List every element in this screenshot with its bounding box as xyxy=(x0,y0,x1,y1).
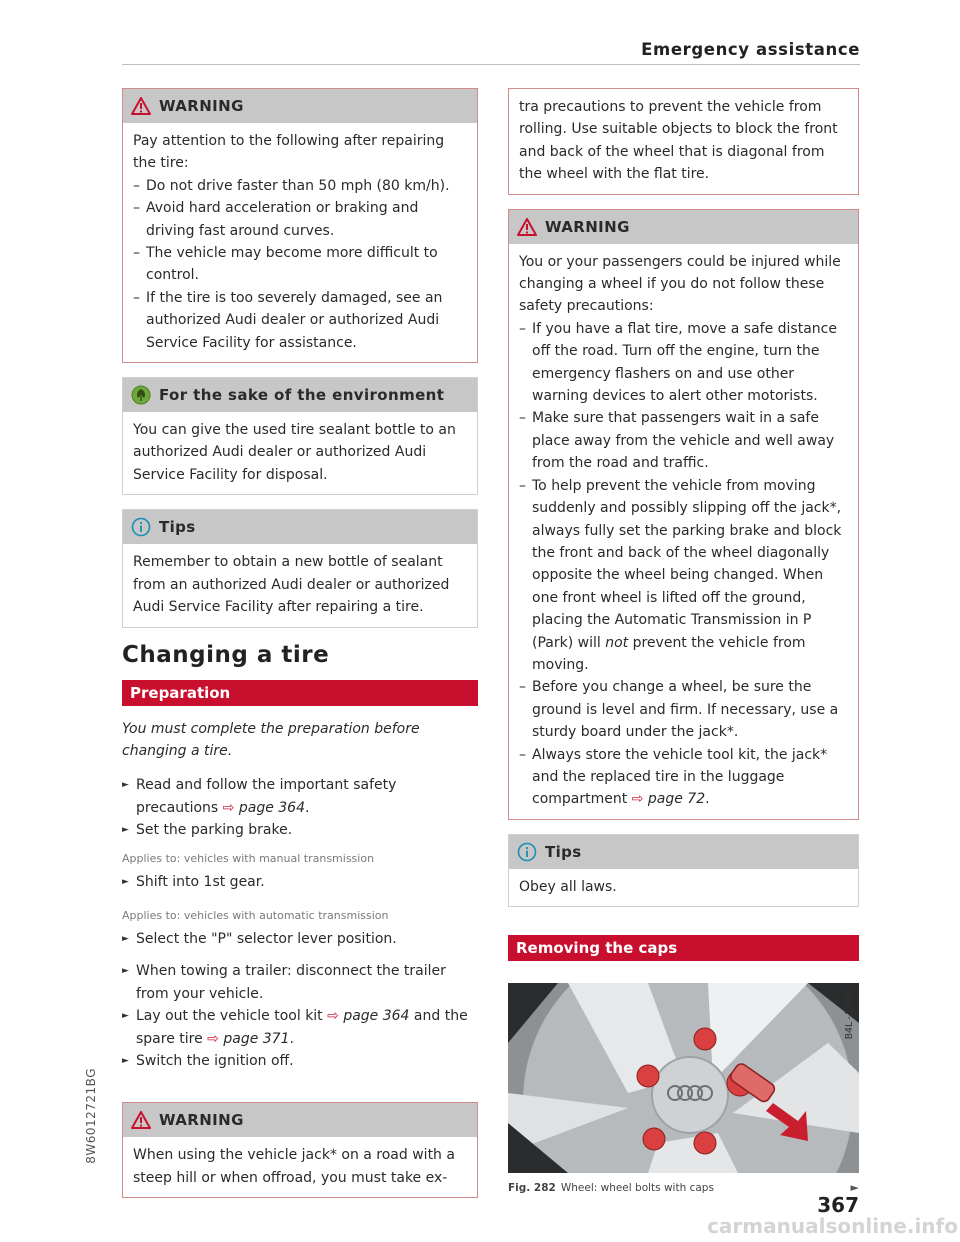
step-item: ► Set the parking brake. xyxy=(122,819,478,841)
tips-title: Tips xyxy=(545,842,582,861)
page-ref: page 371 xyxy=(223,1030,290,1047)
warning-triangle-icon xyxy=(517,218,537,236)
warning-item-text: . xyxy=(705,791,710,808)
preparation-steps xyxy=(122,774,478,841)
section-bar-preparation: Preparation xyxy=(122,680,478,706)
warning-title: WARNING xyxy=(159,1111,244,1130)
page-ref: page 72 xyxy=(647,791,706,808)
warning-item: – If the tire is too severely damaged, see an authorized Audi dealer or authorized Audi Service Facility for assistance. xyxy=(133,287,467,354)
warning-intro: You or your passengers could be injured while changing a wheel if you do not follow these safety precautions: xyxy=(519,253,841,315)
link-arrow-icon: ⇨ xyxy=(631,791,644,808)
environment-box xyxy=(122,377,478,495)
right-column xyxy=(508,88,859,1194)
page-number: 367 xyxy=(817,1193,859,1217)
info-icon xyxy=(131,517,151,537)
warning-box-changing-wheel xyxy=(508,209,859,820)
step-item xyxy=(122,774,478,819)
step-text: and the spare tire xyxy=(136,1008,468,1047)
tips-title: Tips xyxy=(159,518,196,537)
tips-text: Obey all laws. xyxy=(519,878,617,895)
warning-item: – Before you change a wheel, be sure the ground is level and firm. If necessary, use a sturdy board under the jack*. xyxy=(519,676,848,743)
warning-box-tire-repair xyxy=(122,88,478,363)
warning-item xyxy=(519,475,848,677)
warning-box-jack xyxy=(122,1102,478,1198)
preparation-steps-2 xyxy=(122,960,478,1072)
step-text: Lay out the vehicle tool kit xyxy=(136,1008,328,1025)
tips-box-laws xyxy=(508,834,859,907)
link-arrow-icon: ⇨ xyxy=(222,799,235,816)
step-item: ► Shift into 1st gear. xyxy=(122,871,478,893)
environment-text: You can give the used tire sealant bottle to an authorized Audi dealer or authorized Audi Service Facility for disposal. xyxy=(133,422,456,483)
figure-caption-text: Wheel: wheel bolts with caps xyxy=(560,1181,714,1194)
warning-header xyxy=(123,89,477,123)
step-text: Read and follow the important safety precautions xyxy=(136,777,397,816)
warning-continued-box xyxy=(508,88,859,195)
continue-arrow-icon: ► xyxy=(850,1181,859,1195)
warning-intro: Pay attention to the following after repairing the tire: xyxy=(133,133,445,172)
warning-item: – Make sure that passengers wait in a safe place away from the vehicle and well away from the road and traffic. xyxy=(519,407,848,474)
left-column xyxy=(122,88,478,1212)
figure-caption xyxy=(508,1181,859,1194)
warning-header xyxy=(123,1103,477,1137)
figure-id: B4L-1337 xyxy=(844,991,855,1040)
warning-item: – Do not drive faster than 50 mph (80 km/h). xyxy=(133,175,467,197)
emphasis-text: not xyxy=(605,634,629,651)
tips-header xyxy=(123,510,477,544)
step-item: ► Switch the ignition off. xyxy=(122,1050,478,1072)
wheel-figure xyxy=(508,983,859,1173)
warning-item xyxy=(519,744,848,811)
warning-item: – The vehicle may become more difficult to control. xyxy=(133,242,467,287)
environment-header xyxy=(123,378,477,412)
warning-text: When using the vehicle jack* on a road with a steep hill or when offroad, you must take ex- xyxy=(133,1147,455,1186)
warning-header xyxy=(509,210,858,244)
step-item: ► Select the "P" selector lever position. xyxy=(122,928,478,950)
step-text: . xyxy=(289,1030,294,1047)
step-text: . xyxy=(305,799,310,816)
applies-note-automatic: Applies to: vehicles with automatic transmission xyxy=(122,908,389,922)
warning-continued-text: tra precautions to prevent the vehicle from rolling. Use suitable objects to block the front and back of the wheel that is diagonal from the wheel with the flat tire. xyxy=(519,99,838,183)
page-header xyxy=(122,36,860,65)
page-link[interactable] xyxy=(632,791,705,807)
watermark: carmanualsonline.info xyxy=(707,1214,958,1238)
page-link[interactable] xyxy=(223,800,305,816)
warning-triangle-icon xyxy=(131,1111,151,1129)
warning-title: WARNING xyxy=(159,97,244,115)
chapter-heading: Changing a tire xyxy=(122,641,330,668)
warning-item-text: To help prevent the vehicle from moving suddenly and possibly slipping off the jack*, always fully set the parking brake and block the front and back of the wheel diagonally opposite the wheel being changed. When one front wheel is lifted off the ground, placing the Automatic Transmission in P (Park) will xyxy=(532,477,842,651)
section-intro: You must complete the preparation before changing a tire. xyxy=(122,720,420,759)
warning-title: WARNING xyxy=(545,217,630,236)
warning-triangle-icon xyxy=(131,97,151,115)
warning-item-text: prevent the vehicle from moving. xyxy=(532,634,806,673)
step-item xyxy=(122,1005,478,1050)
section-title: Emergency assistance xyxy=(641,40,860,59)
page-ref: page 364 xyxy=(343,1008,410,1025)
tips-header xyxy=(509,835,858,869)
warning-item: – If you have a flat tire, move a safe distance off the road. Turn off the engine, turn the emergency flashers on and use other warning devices to alert other motorists. xyxy=(519,318,848,408)
info-icon xyxy=(517,842,537,862)
warning-item: – Avoid hard acceleration or braking and driving fast around curves. xyxy=(133,197,467,242)
page-ref: page 364 xyxy=(238,799,305,816)
environment-title: For the sake of the environment xyxy=(159,386,445,405)
document-code: 8W6012721BG xyxy=(84,1068,98,1164)
page-link[interactable] xyxy=(207,1031,289,1047)
tips-box-sealant xyxy=(122,509,478,627)
warning-item-text: Always store the vehicle tool kit, the jack* and the replaced tire in the luggage compartment xyxy=(532,746,828,808)
link-arrow-icon: ⇨ xyxy=(207,1030,219,1047)
environment-leaf-icon xyxy=(131,385,151,405)
figure-number: Fig. 282 xyxy=(508,1181,556,1194)
step-item: ► When towing a trailer: disconnect the trailer from your vehicle. xyxy=(122,960,478,1005)
link-arrow-icon: ⇨ xyxy=(327,1008,339,1025)
applies-note-manual: Applies to: vehicles with manual transmission xyxy=(122,851,375,865)
wheel-illustration xyxy=(508,983,859,1173)
tips-text: Remember to obtain a new bottle of sealant from an authorized Audi dealer or authorized Audi Service Facility after repairing a tire. xyxy=(133,554,450,616)
section-bar-removing-caps: Removing the caps xyxy=(508,935,859,961)
page-link[interactable] xyxy=(327,1008,409,1024)
